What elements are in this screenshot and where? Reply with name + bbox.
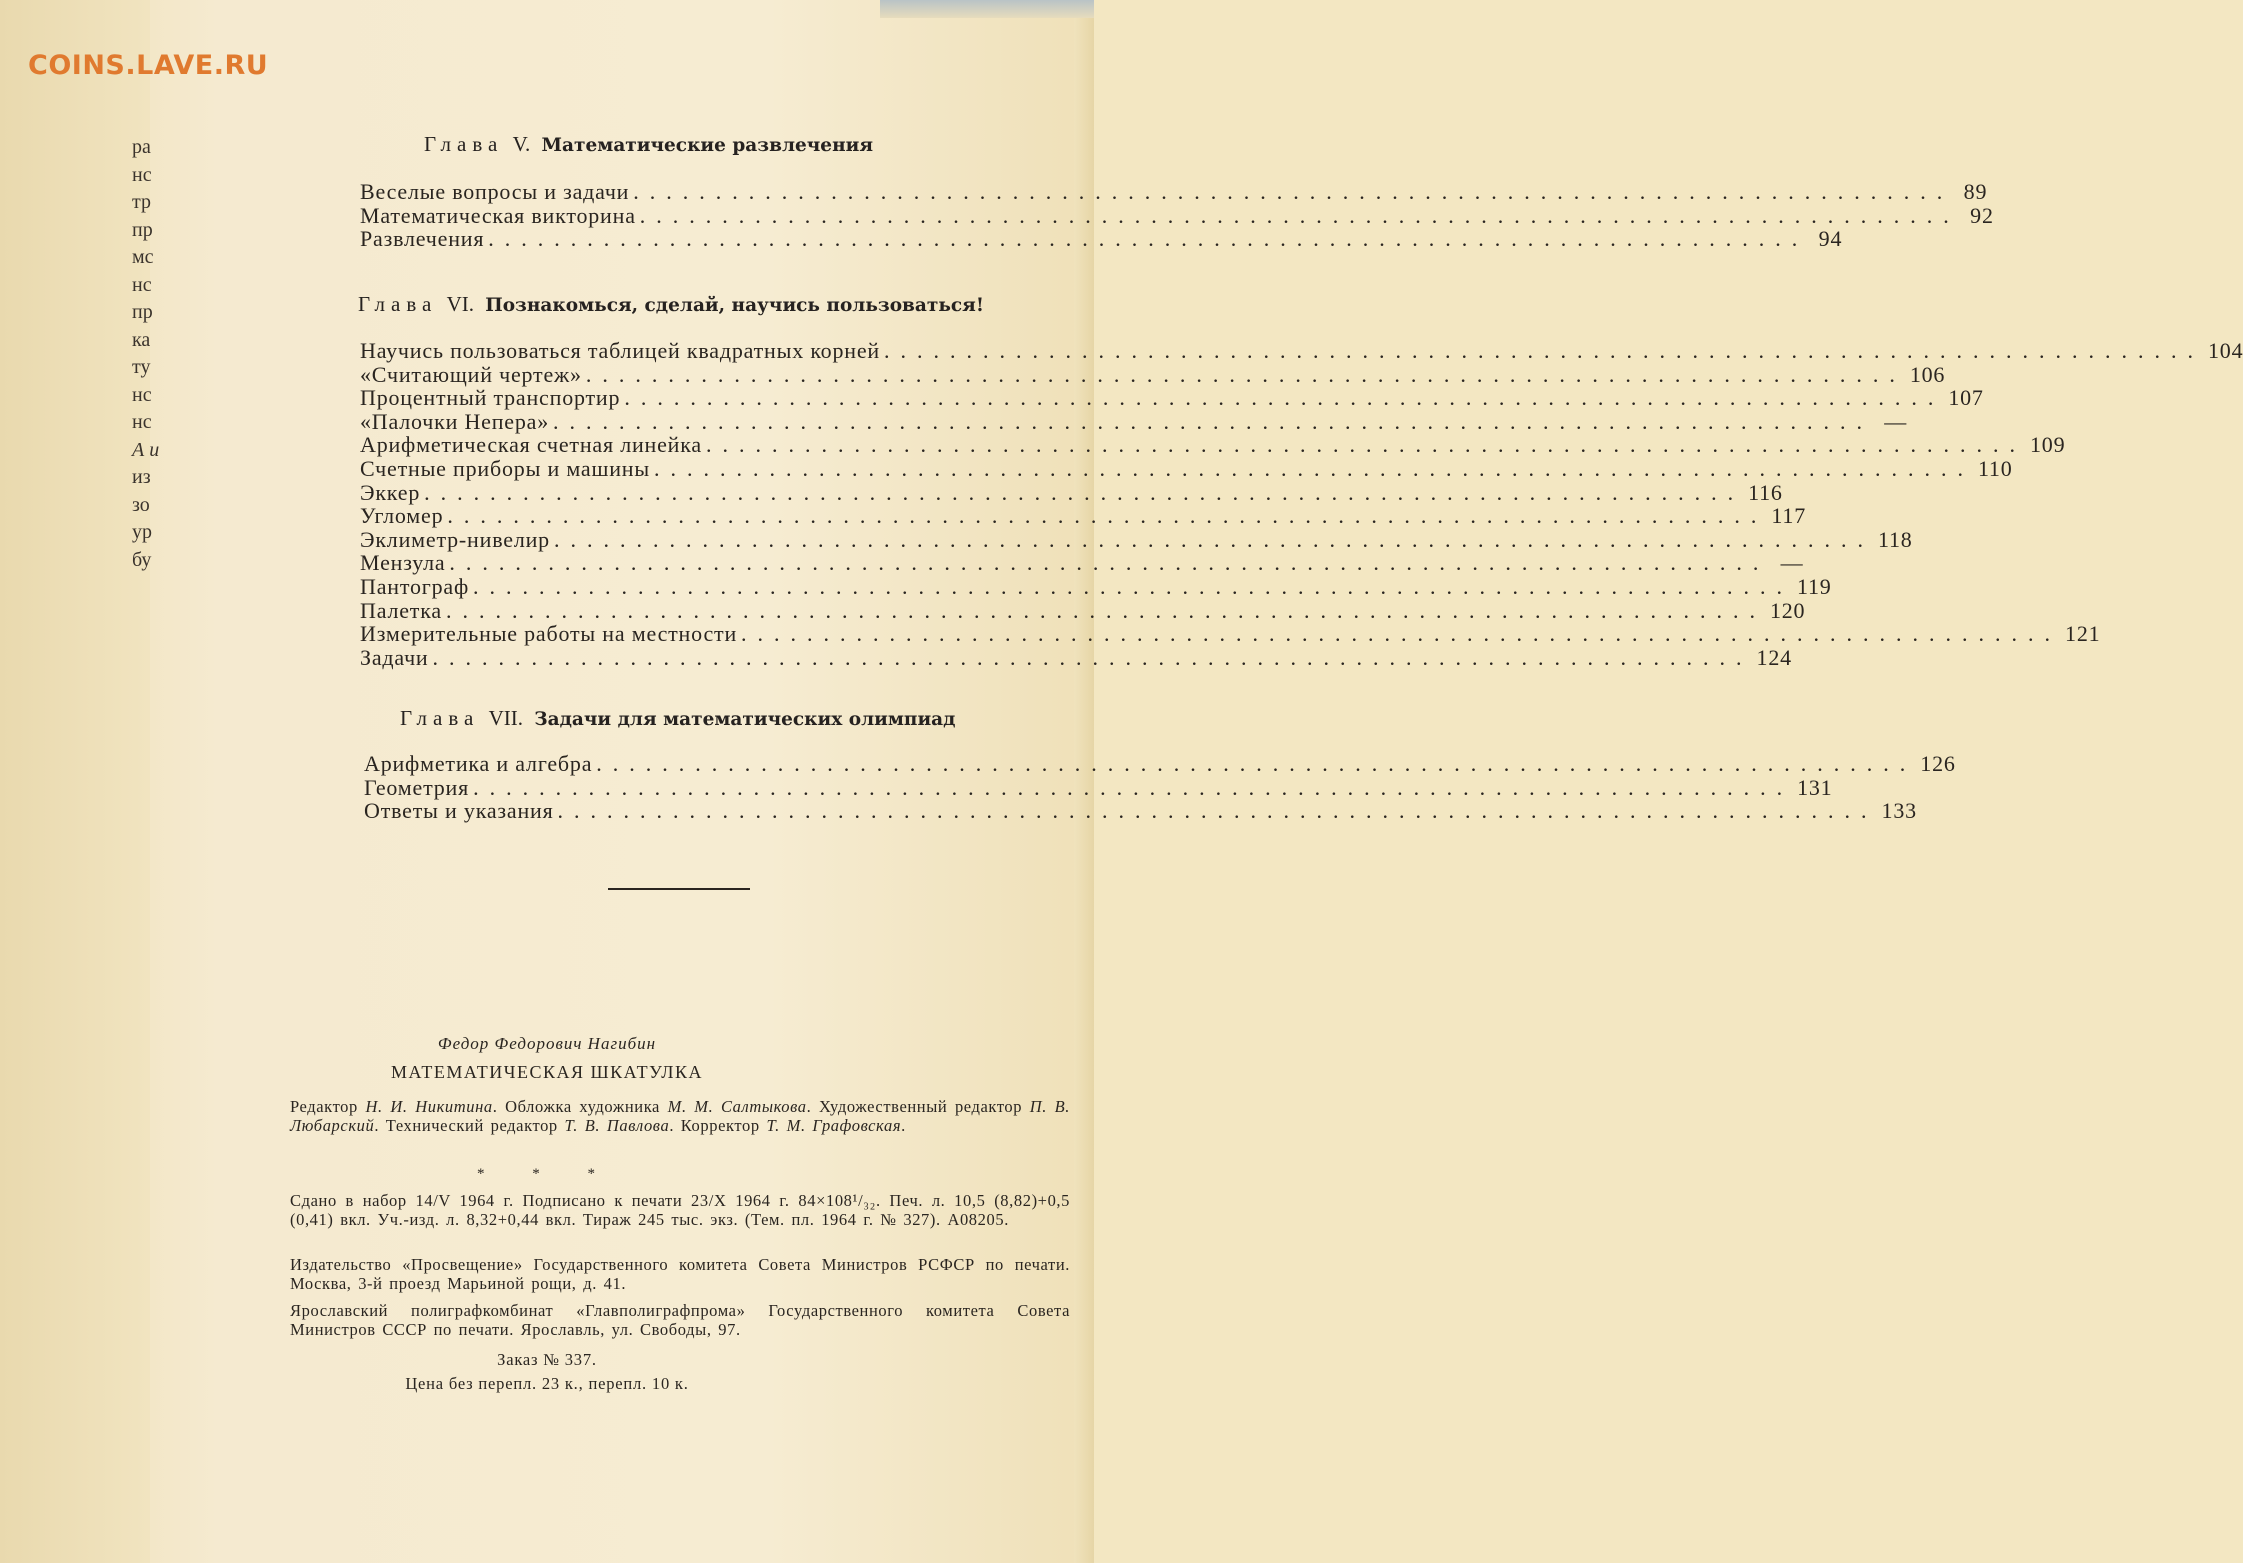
leader-dots: ................................................................................ (488, 226, 1809, 252)
toc-page-number: 110 (1977, 455, 2013, 481)
credit-text: Редактор (290, 1097, 366, 1116)
leader-dots: ................................................................................ (705, 432, 2026, 458)
toc-entry[interactable] (360, 432, 2066, 458)
chapter-heading (358, 292, 984, 317)
toc-entry[interactable] (360, 361, 1946, 387)
toc-page-number: 94 (1818, 226, 1843, 252)
leader-dots: ................................................................................ (653, 455, 1974, 481)
fragment-line: тр (132, 191, 151, 213)
fragment-line: ту (132, 356, 151, 378)
leader-dots: ................................................................................ (585, 361, 1906, 387)
chapter-number: V. (512, 132, 531, 156)
toc-entry-label: Мензула (360, 550, 446, 576)
toc-entry-label: Эклиметр-нивелир (360, 526, 550, 552)
toc-entry[interactable] (360, 526, 1913, 552)
toc-page-number: — (1780, 550, 1804, 576)
toc-page-number: 120 (1769, 597, 1806, 623)
toc-page-number: 119 (1797, 573, 1832, 599)
toc-entry-label: Научись пользоваться таблицей квадратных корней (360, 338, 880, 363)
toc-entry-label: Задачи (360, 644, 429, 670)
fragment-line: пр (132, 218, 153, 241)
chapter-name: Познакомься, сделай, научись пользоваться! (485, 295, 984, 316)
toc-page-number: 116 (1748, 479, 1783, 505)
credit-text: . (901, 1115, 906, 1135)
credit-text: . Обложка художника (492, 1097, 668, 1116)
toc-entry-label: «Палочки Непера» (360, 408, 550, 434)
toc-entry-label: Эккер (360, 479, 421, 505)
fragment-line: нс (132, 163, 152, 186)
toc-page-number: 104 (2208, 338, 2243, 363)
price-info: Цена без перепл. 23 к., перепл. 10 к. (405, 1374, 689, 1393)
credit-person: Т. В. Павлова (564, 1115, 670, 1135)
fragment-line: ур (132, 521, 152, 543)
leader-dots: ................................................................................ (741, 621, 2062, 647)
fragment-line: пр (132, 301, 153, 323)
editors-credits (290, 1098, 1070, 1135)
credit-person: Н. И. Никитина (365, 1097, 493, 1116)
fragment-line: бу (132, 548, 152, 571)
chapter-heading (424, 132, 873, 157)
toc-entry[interactable] (360, 385, 1984, 411)
toc-entry[interactable] (364, 751, 1956, 776)
credit-text: . Технический редактор (374, 1115, 565, 1135)
fragment-line: нс (132, 383, 152, 406)
credit-text: . Художественный редактор (806, 1097, 1030, 1116)
toc-entry-label: Арифметическая счетная линейка (360, 432, 702, 458)
leader-dots: ................................................................................ (424, 479, 1745, 505)
leader-dots: ................................................................................ (884, 338, 2204, 363)
toc-page-number: 131 (1797, 774, 1833, 800)
toc-list (360, 179, 1994, 252)
toc-entry[interactable] (360, 408, 1908, 434)
toc-page-number: 124 (1756, 644, 1792, 670)
fragment-line: ра (132, 136, 151, 158)
chapter-number: VII. (488, 706, 523, 730)
toc-entry[interactable] (360, 550, 1804, 576)
toc-entry-label: Процентный транспортир (360, 385, 621, 411)
chapter-word: Глава (358, 292, 438, 316)
chapter-heading (400, 706, 955, 731)
toc-entry[interactable] (360, 503, 1806, 529)
toc-entry-label: Развлечения (360, 226, 485, 252)
leader-dots: ................................................................................ (596, 751, 1917, 776)
toc-entry-label: Ответы и указания (364, 798, 554, 824)
toc-page-number: 109 (2029, 432, 2066, 458)
toc-entry[interactable] (360, 179, 1988, 204)
printer-info: Ярославский полиграфкомбинат «Главполиграфпрома» Государственного комитета Совета Министров СССР по печати. Ярославль, ул. Свободы, 97. (290, 1301, 1070, 1339)
toc-entry-label: Веселые вопросы и задачи (360, 179, 630, 204)
chapter-word: Глава (424, 132, 504, 156)
toc-page-number: — (1884, 408, 1908, 434)
leader-dots: ................................................................................ (639, 202, 1960, 228)
credit-person: П. В. Любарский (290, 1097, 1071, 1135)
page-top-edge (880, 0, 1094, 18)
section-divider (608, 888, 750, 890)
toc-entry[interactable] (360, 202, 1994, 228)
toc-entry-label: Пантограф (360, 573, 469, 599)
toc-entry-label: Измерительные работы на местности (360, 621, 738, 647)
toc-entry[interactable] (360, 455, 2013, 481)
toc-page-number: 121 (2065, 621, 2101, 647)
leader-dots: ................................................................................ (557, 798, 1878, 824)
toc-list (360, 338, 2243, 670)
toc-list (364, 751, 1956, 824)
toc-entry-label: Палетка (360, 597, 442, 623)
toc-entry-label: Математическая викторина (360, 202, 636, 228)
fragment-line: зо (132, 493, 150, 516)
leader-dots: ................................................................................ (445, 597, 1766, 623)
toc-page-number: 133 (1881, 798, 1917, 824)
toc-page-number: 106 (1909, 361, 1946, 387)
toc-page-number: 126 (1920, 751, 1956, 776)
underlying-page-text (132, 134, 172, 574)
toc-page-number: 92 (1970, 202, 1994, 228)
fragment-line: мс (132, 246, 154, 268)
chapter-name: Задачи для математических олимпиад (534, 709, 956, 730)
fragment-line: ка (132, 328, 151, 351)
book-title: МАТЕМАТИЧЕСКАЯ ШКАТУЛКА (390, 1062, 704, 1082)
toc-entry[interactable] (360, 597, 1806, 623)
watermark: COINS.LAVE.RU (28, 50, 269, 81)
toc-entry[interactable] (360, 621, 2101, 647)
leader-dots: ................................................................................ (633, 179, 1954, 204)
toc-page-number: 107 (1948, 385, 1984, 411)
leader-dots: ................................................................................ (553, 526, 1874, 552)
toc-entry-label: Геометрия (364, 774, 470, 800)
author-name: Федор Федорович Нагибин (437, 1034, 657, 1053)
leader-dots: ................................................................................ (473, 573, 1793, 599)
fragment-line: А и (132, 438, 160, 461)
order-number: Заказ № 337. (497, 1350, 597, 1369)
toc-entry-label: Арифметика и алгебра (364, 751, 593, 776)
leader-dots: ................................................................................ (447, 503, 1768, 529)
toc-page-number: 117 (1771, 503, 1806, 529)
chapter-name: Математические развлечения (541, 135, 873, 156)
toc-entry[interactable] (360, 644, 1792, 670)
section-stars: * * * (477, 1166, 617, 1182)
toc-entry[interactable] (360, 338, 2243, 363)
toc-page-number: 118 (1877, 526, 1913, 552)
fragment-line: нс (132, 411, 152, 433)
publisher-info: Издательство «Просвещение» Государственного комитета Совета Министров РСФСР по печати. Москва, 3-й проезд Марьиной рощи, д. 41. (290, 1255, 1070, 1293)
underlying-page-strip (0, 0, 150, 1563)
leader-dots: ................................................................................ (449, 550, 1770, 576)
toc-entry-label: Угломер (360, 503, 444, 529)
credit-text: . Корректор (669, 1115, 767, 1135)
toc-entry[interactable] (364, 798, 1917, 824)
toc-page-number: 89 (1963, 179, 1988, 204)
fragment-line: из (132, 466, 151, 488)
credit-person: Т. М. Графовская (766, 1115, 902, 1135)
toc-entry-label: «Считающий чертеж» (360, 361, 582, 387)
leader-dots: ................................................................................ (473, 774, 1794, 800)
leader-dots: ................................................................................ (553, 408, 1874, 434)
chapter-number: VI. (446, 292, 474, 316)
fragment-line: нс (132, 273, 152, 296)
toc-entry[interactable] (360, 573, 1832, 599)
leader-dots: ................................................................................ (624, 385, 1945, 411)
toc-entry[interactable] (360, 226, 1843, 252)
chapter-word: Глава (400, 706, 480, 730)
credit-person: М. М. Салтыкова (667, 1097, 807, 1116)
print-info: Сдано в набор 14/V 1964 г. Подписано к печати 23/X 1964 г. 84×108¹/₃₂. Печ. л. 10,5 (8,82)+0,5 (0,41) вкл. Уч.-изд. л. 8,32+0,44 вкл. Тираж 245 тыс. экз. (Тем. пл. 1964 г. № 327). А08205. (290, 1191, 1070, 1229)
leader-dots: ................................................................................ (432, 644, 1753, 670)
toc-entry[interactable] (360, 479, 1783, 505)
toc-entry-label: Счетные приборы и машины (360, 455, 650, 481)
toc-entry[interactable] (364, 774, 1833, 800)
